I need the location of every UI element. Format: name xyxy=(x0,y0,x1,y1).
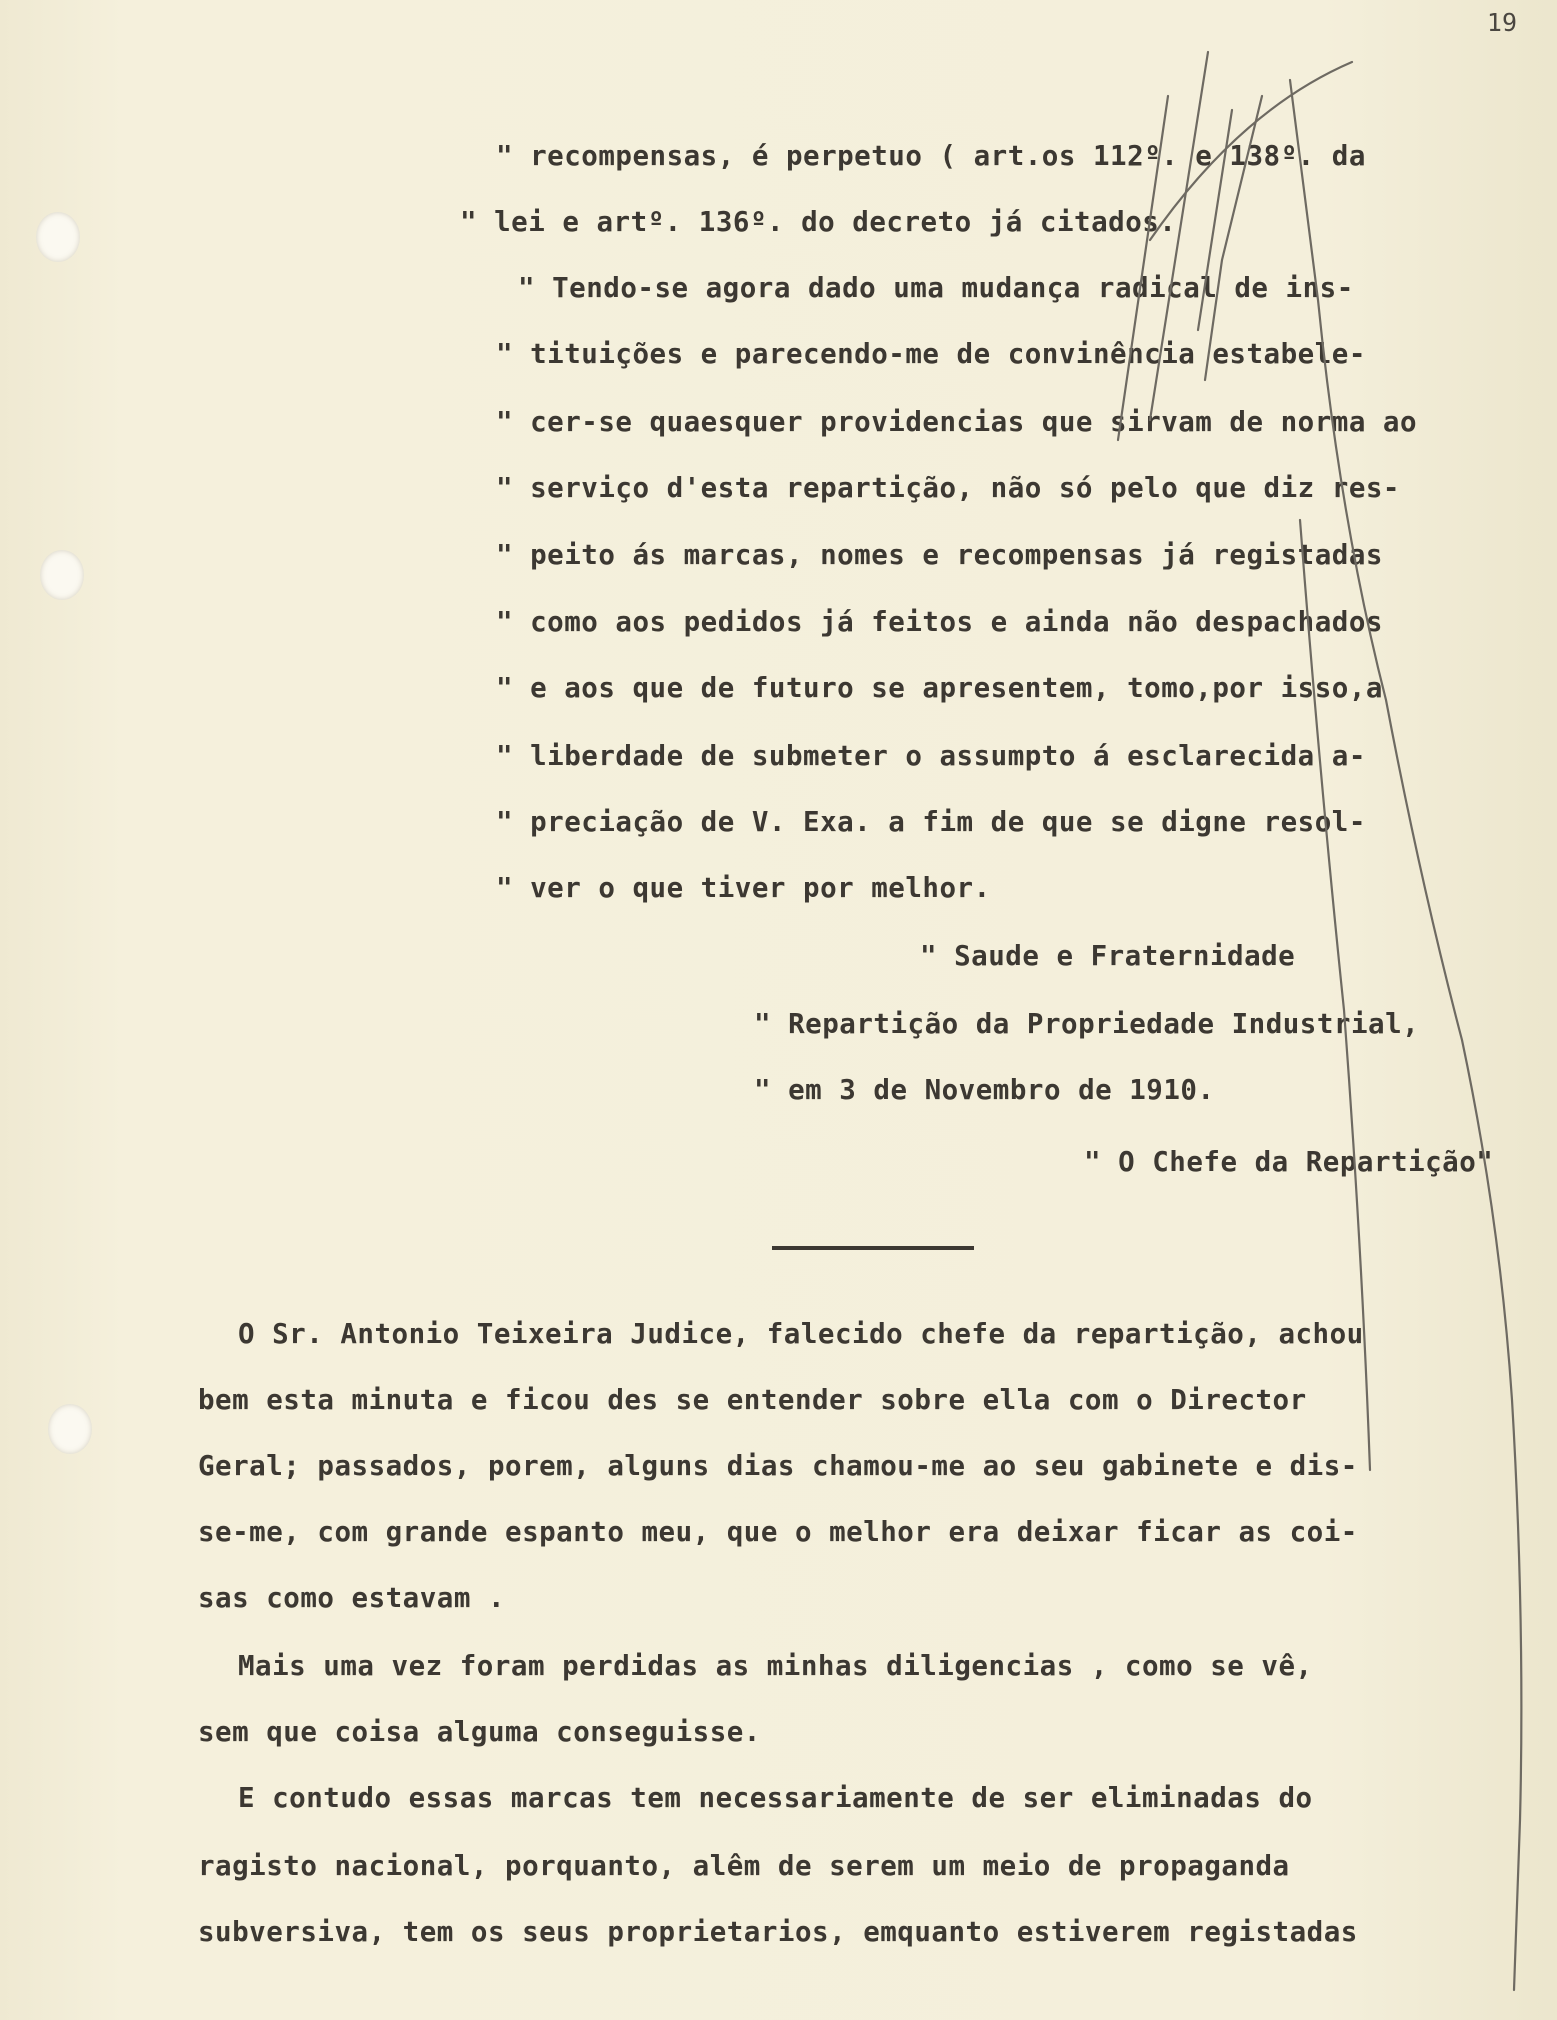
quoted-line: " ver o que tiver por melhor. xyxy=(496,872,991,904)
body-line: subversiva, tem os seus proprietarios, emquanto estiverem registadas xyxy=(198,1916,1358,1948)
quoted-line: " e aos que de futuro se apresentem, tomo,por isso,a xyxy=(496,672,1383,704)
quoted-line: " tituições e parecendo-me de convinência estabele- xyxy=(496,338,1366,370)
quoted-line: " liberdade de submeter o assumpto á esclarecida a- xyxy=(496,740,1366,772)
closing-signature: " O Chefe da Repartição" xyxy=(1084,1146,1494,1178)
body-line: Geral; passados, porem, alguns dias chamou-me ao seu gabinete e dis- xyxy=(198,1450,1358,1482)
closing-office: " Repartição da Propriedade Industrial, xyxy=(754,1008,1420,1040)
body-line: sem que coisa alguma conseguisse. xyxy=(198,1716,761,1748)
body-line: Mais uma vez foram perdidas as minhas diligencias , como se vê, xyxy=(238,1650,1313,1682)
quoted-line: " serviço d'esta repartição, não só pelo que diz res- xyxy=(496,472,1400,504)
closing-date: " em 3 de Novembro de 1910. xyxy=(754,1074,1215,1106)
body-line: E contudo essas marcas tem necessariamente de ser eliminadas do xyxy=(238,1782,1313,1814)
quoted-line: " como aos pedidos já feitos e ainda não despachados xyxy=(496,606,1383,638)
body-line: se-me, com grande espanto meu, que o melhor era deixar ficar as coi- xyxy=(198,1516,1358,1548)
quoted-line: " cer-se quaesquer providencias que sirvam de norma ao xyxy=(496,406,1418,438)
quoted-line: " lei e artº. 136º. do decreto já citados. xyxy=(460,206,1177,238)
quoted-line: " Tendo-se agora dado uma mudança radical de ins- xyxy=(518,272,1354,304)
quoted-line: " recompensas, é perpetuo ( art.os 112º. e 138º. da xyxy=(496,140,1366,172)
body-line: ragisto nacional, porquanto, alêm de serem um meio de propaganda xyxy=(198,1850,1290,1882)
page-number: 19 xyxy=(1486,8,1517,37)
closing-greeting: " Saude e Fraternidade xyxy=(920,940,1296,972)
quoted-line: " preciação de V. Exa. a fim de que se digne resol- xyxy=(496,806,1366,838)
body-line: bem esta minuta e ficou des se entender sobre ella com o Director xyxy=(198,1384,1307,1416)
body-line: sas como estavam . xyxy=(198,1582,506,1614)
body-line: O Sr. Antonio Teixeira Judice, falecido chefe da repartição, achou xyxy=(238,1318,1364,1350)
quoted-line: " peito ás marcas, nomes e recompensas já registadas xyxy=(496,539,1383,571)
